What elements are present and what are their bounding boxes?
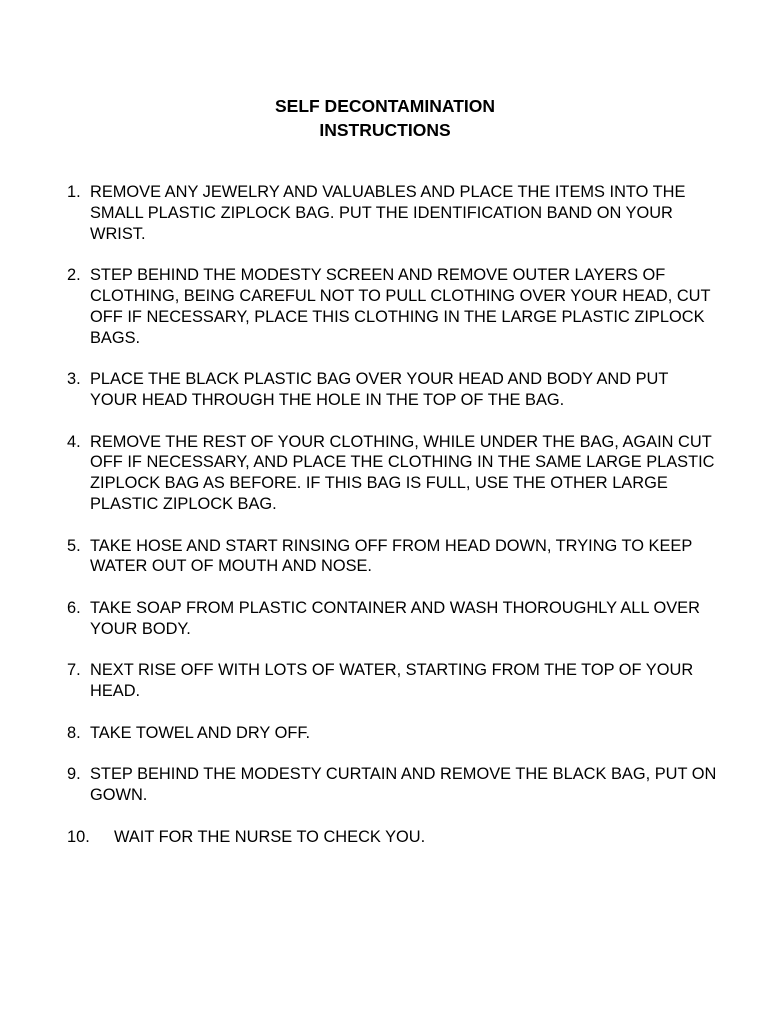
instruction-step-1 [67, 182, 717, 244]
step-text: WAIT FOR THE NURSE TO CHECK YOU. [114, 827, 426, 846]
document-title [0, 94, 770, 142]
instruction-step-3 [67, 369, 717, 411]
instruction-step-6 [67, 598, 717, 640]
instruction-step-9 [67, 764, 717, 806]
step-number: 10. [67, 827, 90, 846]
step-text: TAKE SOAP FROM PLASTIC CONTAINER AND WASH THOROUGHLY ALL OVER YOUR BODY. [90, 598, 700, 638]
instruction-step-5 [67, 536, 717, 578]
step-text: TAKE TOWEL AND DRY OFF. [90, 723, 311, 742]
step-number: 4. [67, 432, 81, 451]
step-number: 8. [67, 723, 81, 742]
title-line-1: SELF DECONTAMINATION [274, 96, 496, 116]
instruction-list [67, 182, 717, 868]
instruction-step-8 [67, 723, 717, 744]
instruction-step-4 [67, 432, 717, 515]
step-text: STEP BEHIND THE MODESTY CURTAIN AND REMOVE THE BLACK BAG, PUT ON GOWN. [90, 765, 717, 805]
step-text: NEXT RISE OFF WITH LOTS OF WATER, STARTING FROM THE TOP OF YOUR HEAD. [90, 661, 694, 701]
step-number: 2. [67, 266, 81, 285]
step-number: 7. [67, 661, 81, 680]
step-text: TAKE HOSE AND START RINSING OFF FROM HEAD DOWN, TRYING TO KEEP WATER OUT OF MOUTH AND NOSE. [90, 536, 692, 576]
step-text: REMOVE THE REST OF YOUR CLOTHING, WHILE UNDER THE BAG, AGAIN CUT OFF IF NECESSARY, AND PLACE THE CLOTHING IN THE SAME LARGE PLASTIC ZIPLOCK BAG AS BEFORE. IF THIS BAG IS FULL, USE THE OTHER LARGE PLASTIC ZIPLOCK BAG. [90, 432, 715, 513]
instruction-step-10 [67, 827, 717, 848]
instruction-step-7 [67, 660, 717, 702]
step-number: 5. [67, 536, 81, 555]
step-text: STEP BEHIND THE MODESTY SCREEN AND REMOVE OUTER LAYERS OF CLOTHING, BEING CAREFUL NOT TO PULL CLOTHING OVER YOUR HEAD, CUT OFF IF NECESSARY, PLACE THIS CLOTHING IN THE LARGE PLASTIC ZIPLOCK BAGS. [90, 266, 711, 347]
step-number: 3. [67, 370, 81, 389]
step-number: 6. [67, 598, 81, 617]
instruction-step-2 [67, 265, 717, 348]
step-text: REMOVE ANY JEWELRY AND VALUABLES AND PLACE THE ITEMS INTO THE SMALL PLASTIC ZIPLOCK BAG. PUT THE IDENTIFICATION BAND ON YOUR WRIST. [90, 183, 686, 243]
title-line-2: INSTRUCTIONS [319, 120, 451, 140]
step-text: PLACE THE BLACK PLASTIC BAG OVER YOUR HEAD AND BODY AND PUT YOUR HEAD THROUGH THE HOLE IN THE TOP OF THE BAG. [90, 370, 669, 409]
step-number: 1. [67, 183, 81, 201]
step-number: 9. [67, 765, 81, 784]
